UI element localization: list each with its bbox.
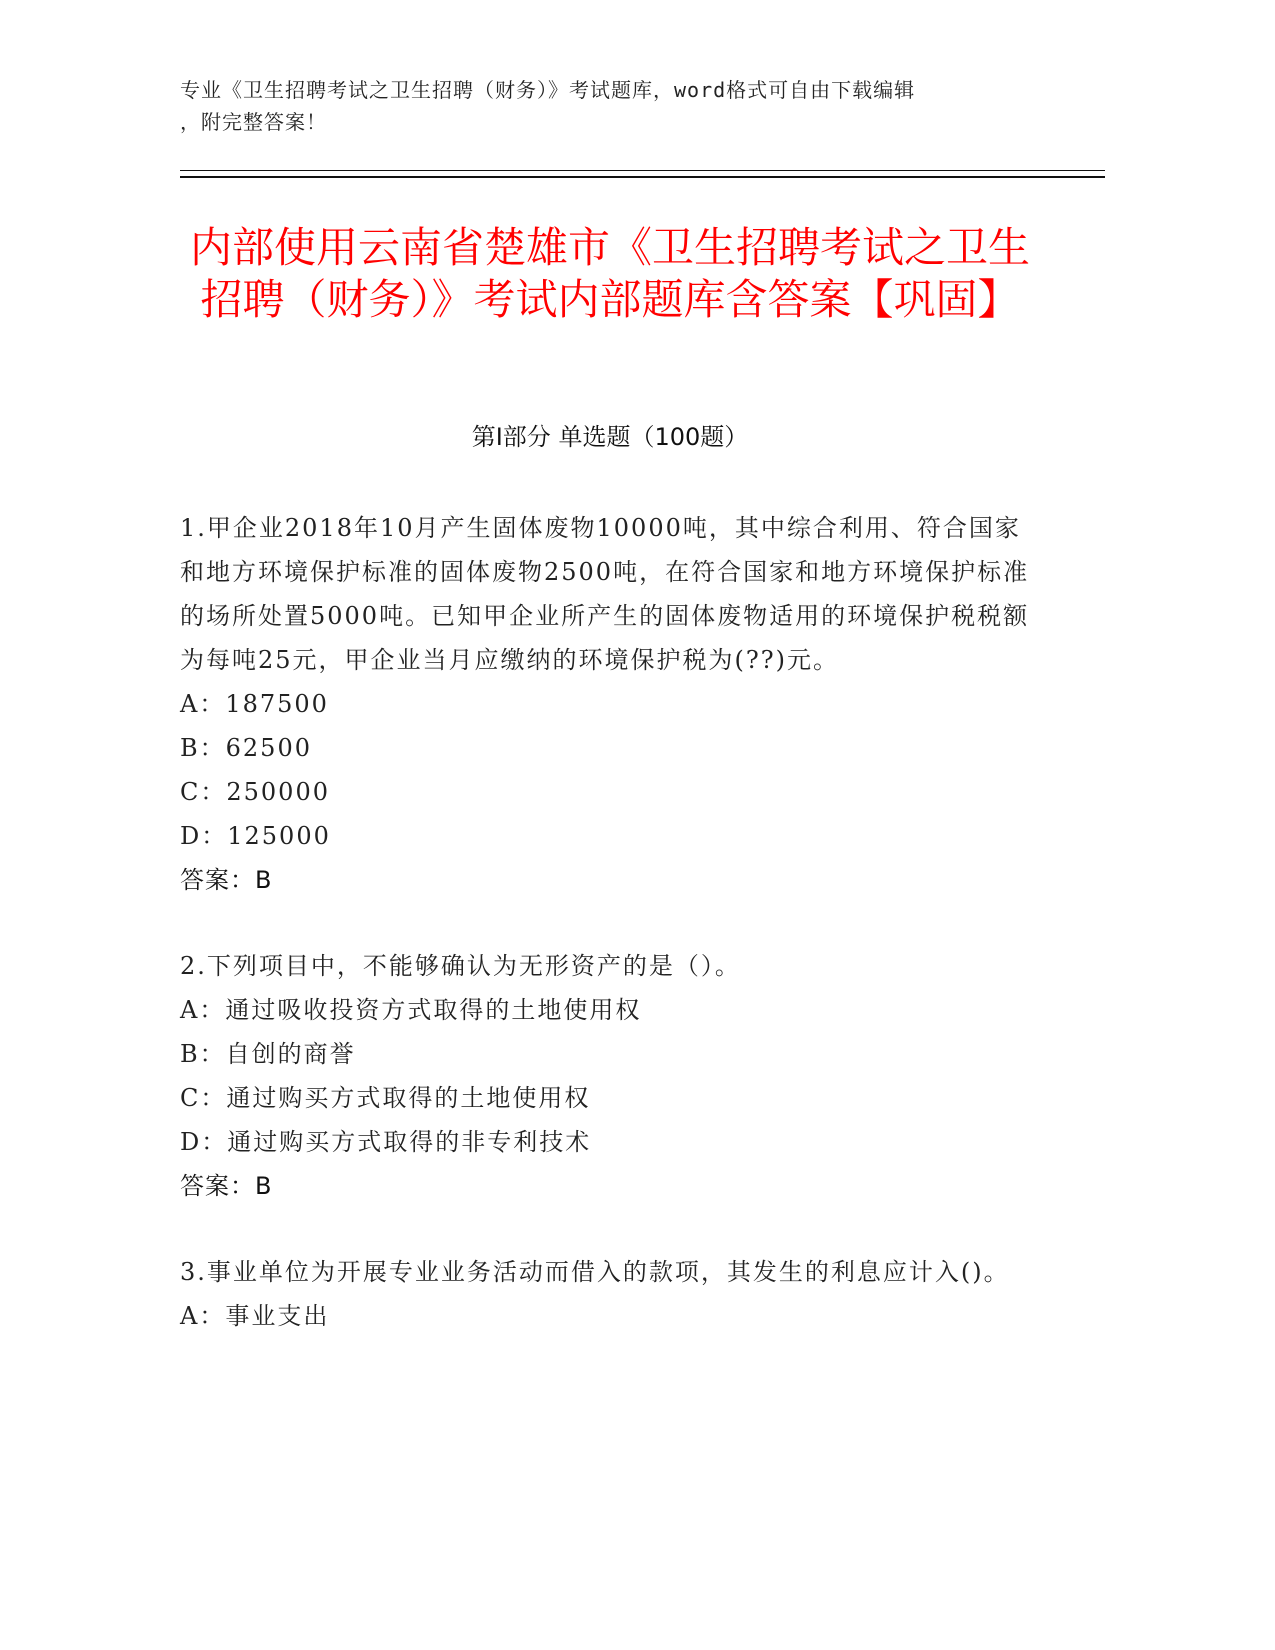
question-2 [180, 944, 1040, 1208]
question-stem: 3.事业单位为开展专业业务活动而借入的款项，其发生的利息应计入()。 [180, 1258, 1010, 1286]
question-1 [180, 506, 1040, 902]
header-note-line-1: 专业《卫生招聘考试之卫生招聘（财务）》考试题库，word格式可自由下载编辑 [180, 78, 916, 102]
question-3 [180, 1250, 1040, 1338]
section-heading: 第Ⅰ部分 单选题（100题） [471, 423, 749, 451]
answer-line: 答案：B [180, 1172, 273, 1200]
option-a: A：187500 [180, 690, 329, 718]
option-b: B：62500 [180, 734, 312, 762]
option-b: B：自创的商誉 [180, 1040, 356, 1068]
header-note-line-2: ，附完整答案！ [180, 110, 327, 134]
option-a: A：通过吸收投资方式取得的土地使用权 [180, 996, 642, 1024]
option-d: D：通过购买方式取得的非专利技术 [180, 1128, 592, 1156]
answer-line: 答案：B [180, 866, 273, 894]
header-divider-bottom [180, 176, 1105, 178]
question-stem: 2.下列项目中，不能够确认为无形资产的是（）。 [180, 952, 741, 980]
option-a: A：事业支出 [180, 1302, 330, 1330]
header-divider-top [180, 170, 1105, 171]
header-note [180, 74, 1040, 138]
option-c: C：通过购买方式取得的土地使用权 [180, 1084, 591, 1112]
option-d: D：125000 [180, 822, 331, 850]
question-list [180, 506, 1040, 1380]
option-c: C：250000 [180, 778, 330, 806]
document-title: 内部使用云南省楚雄市《卫生招聘考试之卫生招聘（财务）》考试内部题库含答案【巩固】 [189, 223, 1030, 324]
question-stem: 1.甲企业2018年10月产生固体废物10000吨，其中综合利用、符合国家和地方环境保护标准的固体废物2500吨，在符合国家和地方环境保护标准的场所处置5000吨。已知甲企业所产生的固体废物适用的环境保护税税额为每吨25元，甲企业当月应缴纳的环境保护税为(??)元。 [180, 514, 1030, 674]
